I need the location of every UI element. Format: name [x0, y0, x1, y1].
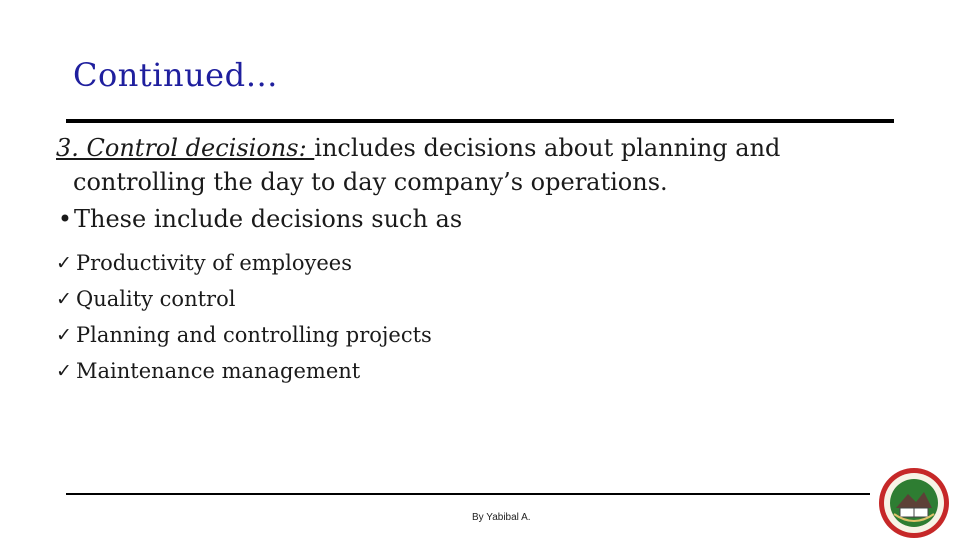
- bullet-item: [56, 202, 876, 236]
- footer-divider: [66, 493, 870, 495]
- check-item-text: Planning and controlling projects: [76, 323, 432, 347]
- checkmark-icon: ✓: [56, 324, 72, 346]
- check-list-item: [56, 245, 876, 281]
- checkmark-icon: ✓: [56, 360, 72, 382]
- paragraph-line-2: controlling the day to day company’s operations.: [73, 168, 668, 196]
- check-item-text: Quality control: [76, 287, 236, 311]
- check-list-item: [56, 353, 876, 389]
- bullet-text: These include decisions such as: [74, 205, 463, 233]
- check-item-text: Maintenance management: [76, 359, 361, 383]
- title-divider: [66, 119, 894, 123]
- footer-author: By Yabibal A.: [472, 512, 531, 523]
- check-item-text: Productivity of employees: [76, 251, 352, 275]
- check-list: [56, 245, 876, 389]
- check-list-item: [56, 317, 876, 353]
- control-decisions-paragraph: [56, 131, 876, 199]
- check-list-item: [56, 281, 876, 317]
- university-seal-icon: [872, 466, 956, 540]
- paragraph-line-1: includes decisions about planning and: [314, 134, 781, 162]
- paragraph-lead: 3. Control decisions:: [56, 134, 315, 162]
- checkmark-icon: ✓: [56, 252, 72, 274]
- slide-title: Continued…: [73, 56, 279, 94]
- slide-body: [56, 131, 876, 389]
- checkmark-icon: ✓: [56, 288, 72, 310]
- bullet-dot-icon: •: [57, 205, 73, 233]
